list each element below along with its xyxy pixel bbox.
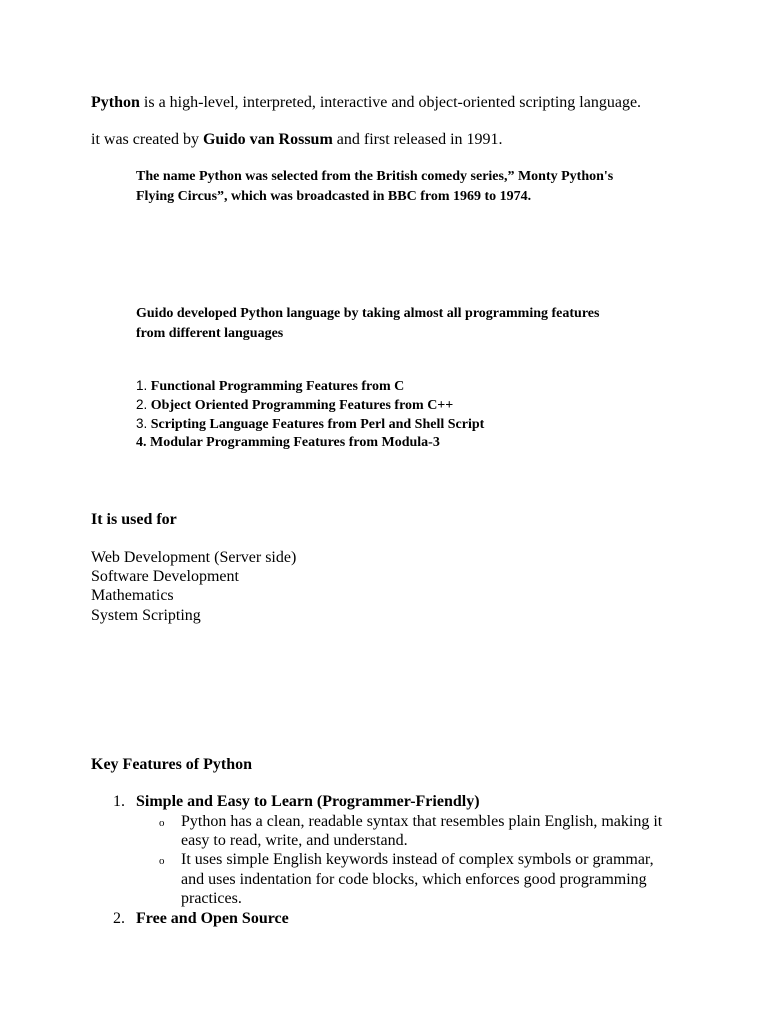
guido-note-line-2: from different languages [136, 326, 284, 341]
used-for-item: Mathematics [91, 587, 174, 604]
intro-line-2-pre: it was created by [91, 131, 203, 148]
feature-source-item [136, 395, 453, 416]
feature-source-number: 1. [136, 378, 148, 393]
feature-source-text: Object Oriented Programming Features from C++ [147, 398, 454, 413]
feature-source-text: Modular Programming Features from Modula-3 [146, 435, 440, 450]
feature-source-number: 4. [136, 435, 147, 450]
key-features-heading: Key Features of Python [91, 756, 253, 773]
bullet-line: easy to read, write, and understand. [181, 832, 408, 849]
feature-source-text: Functional Programming Features from C [147, 379, 405, 394]
used-for-item: Web Development (Server side) [91, 549, 297, 566]
feature-source-number: 2. [136, 397, 148, 412]
key-feature-title: Simple and Easy to Learn (Programmer-Friendly) [136, 793, 480, 810]
intro-line-1-text: is a high-level, interpreted, interactive and object-oriented scripting language. [139, 94, 642, 111]
feature-source-item [136, 433, 440, 453]
intro-line-2 [91, 130, 503, 150]
creator-name: Guido van Rossum [202, 131, 333, 148]
key-feature-number: 1. [113, 793, 125, 810]
used-for-item: Software Development [91, 568, 239, 585]
feature-source-text: Scripting Language Features from Perl and Shell Script [147, 417, 485, 432]
python-term: Python [91, 94, 140, 111]
intro-line-1 [91, 93, 641, 113]
bullet-line: Python has a clean, readable syntax that resembles plain English, making it [181, 813, 663, 830]
feature-source-number: 3. [136, 416, 148, 431]
name-note-line-2: Flying Circus”, which was broadcasted in BBC from 1969 to 1974. [136, 189, 532, 204]
used-for-item: System Scripting [91, 607, 201, 624]
intro-line-2-post: and first released in 1991. [332, 131, 503, 148]
key-feature-number: 2. [113, 910, 125, 927]
name-note-line-1: The name Python was selected from the British comedy series,” Monty Python's [136, 169, 614, 184]
guido-note-line-1: Guido developed Python language by taking almost all programming features [136, 306, 600, 321]
bullet-marker: o [159, 817, 165, 829]
bullet-line: It uses simple English keywords instead of complex symbols or grammar, [181, 851, 654, 868]
key-feature-title: Free and Open Source [136, 910, 289, 927]
bullet-line: and uses indentation for code blocks, which enforces good programming [181, 871, 647, 888]
used-for-heading: It is used for [91, 511, 177, 528]
bullet-line: practices. [181, 890, 242, 907]
bullet-marker: o [159, 855, 165, 867]
feature-source-item [136, 414, 484, 435]
feature-source-item [136, 376, 404, 397]
